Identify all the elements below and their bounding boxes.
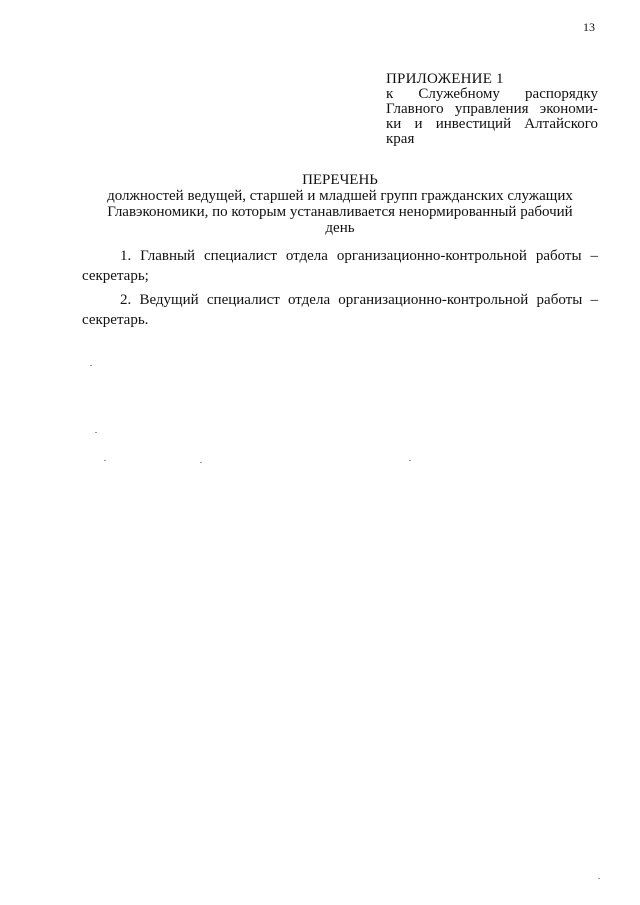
scan-speck <box>95 432 97 433</box>
scan-speck <box>409 460 411 461</box>
appendix-line-3: ки и инвестиций Алтайского <box>386 116 598 132</box>
appendix-title: ПРИЛОЖЕНИЕ 1 <box>386 71 504 87</box>
appendix-line-1: к Служебному распорядку <box>386 86 598 102</box>
appendix-line-2: Главного управления экономи- <box>386 101 598 117</box>
scan-speck <box>90 365 92 366</box>
list-title-block <box>80 172 600 236</box>
list-subtitle-line-2: Главэкономики, по которым устанавливается ненормированный рабочий <box>107 204 573 220</box>
scan-speck <box>598 878 600 879</box>
list-heading: ПЕРЕЧЕНЬ <box>302 172 378 188</box>
page-number: 13 <box>583 20 595 34</box>
list-item: 2. Ведущий специалист отдела организационно-контрольной работы – секретарь. <box>82 292 598 328</box>
appendix-line-4: края <box>386 131 415 147</box>
position-list <box>82 246 598 334</box>
scan-speck <box>104 460 106 461</box>
appendix-block <box>386 72 598 147</box>
scan-speck <box>200 462 202 463</box>
list-item: 1. Главный специалист отдела организационно-контрольной работы – секретарь; <box>82 248 598 284</box>
list-subtitle-line-1: должностей ведущей, старшей и младшей групп гражданских служащих <box>107 188 573 204</box>
list-subtitle-line-3: день <box>325 220 355 236</box>
